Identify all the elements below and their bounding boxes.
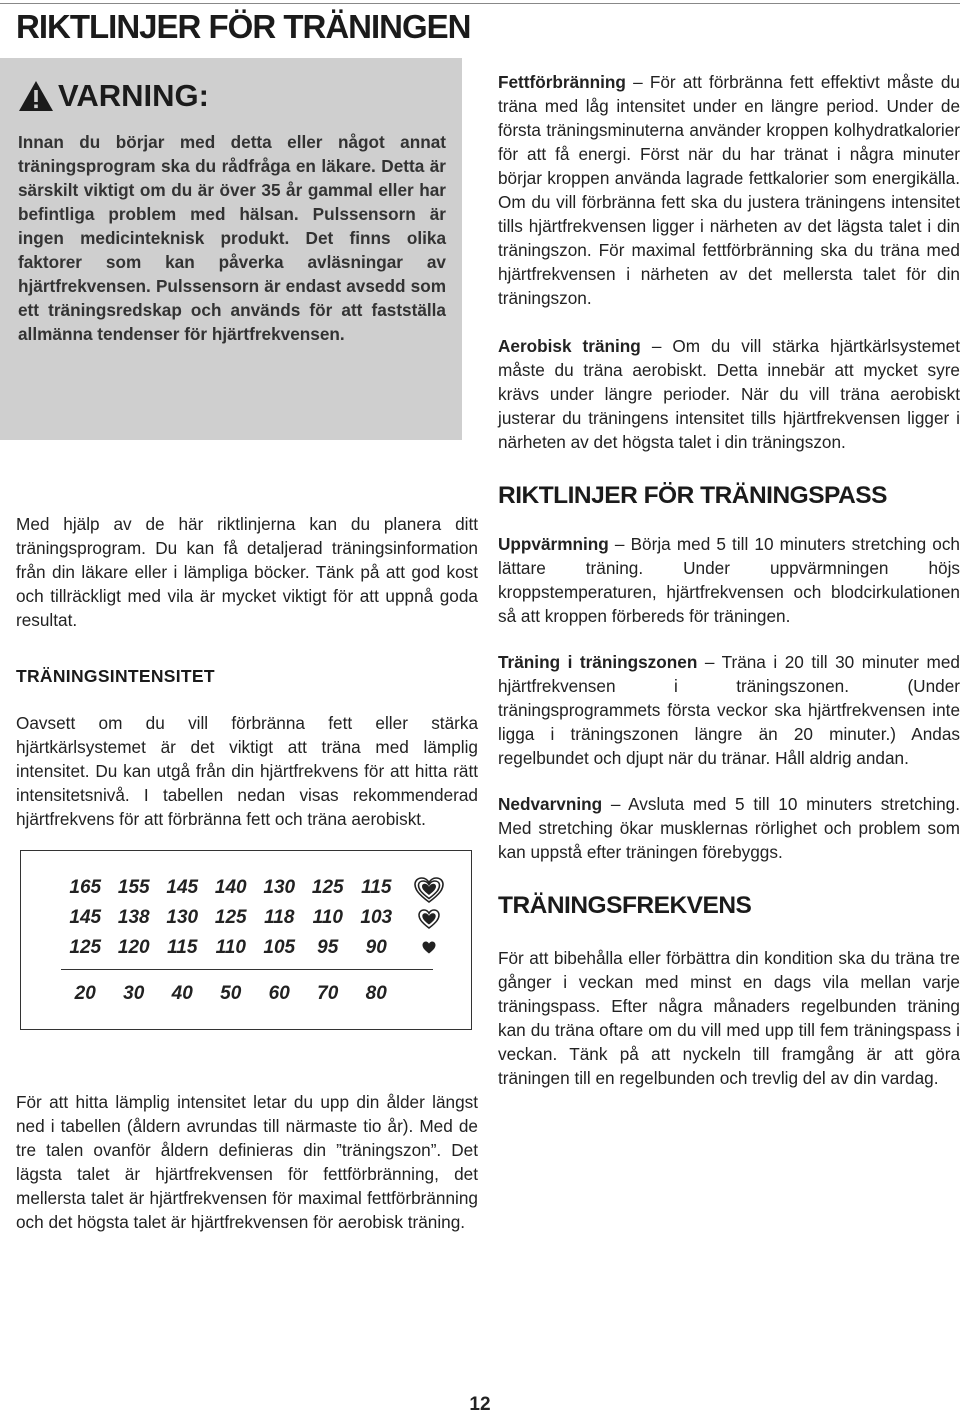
left-column: [16, 58, 478, 831]
heart-double-icon: [418, 909, 440, 929]
intensity-paragraph: Oavsett om du vill förbränna fett eller stärka hjärtkärlsystemet är det viktigt att träna med lämplig intensitet. Du kan utgå från din hjärtfrekvens för att hitta rätt intensitetsnivå. I tabellen nedan visas rekommenderad hjärtfrekvens för att förbränna fett och träna aerobiskt.: [16, 713, 478, 829]
hr-row-mid: [61, 907, 401, 929]
fat-burning-paragraph: [498, 70, 960, 310]
hr-value: 165: [69, 877, 102, 898]
zone-training-text: – Träna i 20 till 30 minuter med hjärtfrekvensen i träningszonen. (Under träningsprogrammets första veckor ska hjärtfrekvensen inte ligga i träningszonen längre än 20 minuter.) Andas regelbundet och djupt när du tränar. Håll aldrig andan.: [498, 652, 960, 768]
heart-single-icon: [422, 941, 436, 954]
hr-value: 105: [263, 937, 296, 958]
hr-value: 95: [317, 937, 339, 958]
cooldown-text: – Avsluta med 5 till 10 minuters stretching. Med stretching ökar musklernas rörlighet och problem som kan uppstå efter träningen förebyggs.: [498, 794, 960, 862]
top-rule: [0, 3, 960, 4]
hr-value: 130: [263, 877, 296, 898]
warning-header: [18, 78, 446, 114]
hr-value: 103: [360, 907, 393, 928]
hr-value: 140: [214, 877, 247, 898]
hr-value: 145: [69, 907, 102, 928]
warmup-text: – Börja med 5 till 10 minuters stretching och lättare träning. Under uppvärmningen höjs kroppstemperaturen, hjärtfrekvensen och blodcirkulationen så att kroppen förbereds för träningen.: [498, 534, 960, 626]
cooldown-paragraph: [498, 792, 960, 864]
table-divider: [61, 969, 433, 970]
hr-row-low: [61, 937, 401, 959]
intro-paragraph: Med hjälp av de här riktlinjerna kan du planera ditt träningsprogram. Du kan få detaljerad träningsinformation från din läkare eller i lämpliga böcker. Tänk på att god kost och tillräckligt med vila är mycket viktigt för att uppnå goda resultat.: [16, 514, 478, 630]
hr-value: 110: [215, 937, 246, 958]
heart-rate-table: [20, 850, 472, 1030]
aerobic-text: – Om du vill stärka hjärtkärlsystemet måste du träna aerobiskt. Detta innebär att mycket syre krävs under längre perioder. När du vill träna aerobiskt justerar du träningens intensitet tills hjärtfrekvensen ligger i närheten av det högsta talet i din träningszon.: [498, 336, 960, 452]
hr-value: 125: [69, 937, 102, 958]
hr-value: 115: [167, 937, 198, 958]
age-value: 70: [317, 983, 339, 1004]
hr-value: 90: [365, 937, 387, 958]
hr-value: 118: [264, 907, 295, 928]
age-value: 30: [123, 983, 145, 1004]
heart-triple-icon: [414, 877, 444, 903]
zone-training-lead: Träning i träningszonen: [498, 652, 698, 672]
zone-training-paragraph: [498, 650, 960, 770]
age-value: 80: [365, 983, 387, 1004]
hr-value: 145: [166, 877, 199, 898]
aerobic-paragraph: [498, 334, 960, 454]
age-value: 60: [268, 983, 290, 1004]
how-to-paragraph: För att hitta lämplig intensitet letar du upp din ålder längst ned i tabellen (åldern avrundas till närmaste tio år). Med de tre talen ovanför åldern definieras din ”träningszon”. Det lägsta talet är hjärtfrekvensen för fettförbränning, det mellersta talet är hjärtfrekvensen för maximal fettförbränning och det högsta talet är hjärtfrekvensen för aerobisk träning.: [16, 1092, 478, 1232]
left-column-bottom: [16, 1090, 478, 1234]
hr-value: 110: [312, 907, 343, 928]
hr-row-high: [61, 877, 401, 899]
warmup-paragraph: [498, 532, 960, 628]
fat-burning-lead: Fettförbränning: [498, 72, 626, 92]
session-heading: RIKTLINJER FÖR TRÄNINGSPASS: [498, 482, 887, 509]
age-value: 40: [171, 983, 193, 1004]
intensity-heading: TRÄNINGSINTENSITET: [16, 666, 215, 686]
warning-title: VARNING:: [58, 78, 209, 113]
hr-value: 125: [311, 877, 344, 898]
cooldown-lead: Nedvarvning: [498, 794, 603, 814]
hr-value: 138: [117, 907, 150, 928]
hr-value: 125: [214, 907, 247, 928]
fat-burning-text: – För att förbränna fett effektivt måste du träna med låg intensitet under en längre period. Under de första träningsminuterna använder kroppen kolhydratkalorier för att få energi. Först när du har tränat i några minuter börjar kroppen använda lagrade fettkalorier som energikälla. Om du vill förbränna fett ska du justera träningens intensitet tills hjärtfrekvensen ligger i närheten av det lägsta talet i din träningszon. För maximal fettförbränning ska du träna med hjärtfrekvensen i närheten av det mellersta talet för din träningszon.: [498, 72, 960, 308]
age-value: 20: [74, 983, 96, 1004]
warning-triangle-icon: [18, 80, 54, 112]
hr-value: 120: [117, 937, 150, 958]
hr-value: 155: [117, 877, 150, 898]
warning-text: Innan du börjar med detta eller något annat träningsprogram ska du rådfråga en läkare. Detta är särskilt viktigt om du är över 35 år gammal eller har befintliga problem med hälsan. Pulssensorn är ingen medicinteknisk produkt. Det finns olika faktorer som kan påverka avläsningar av hjärtfrekvensen. Pulssensorn är endast avsedd som ett träningsredskap och används för att fastställa allmänna tendenser för hjärtfrekvensen.: [18, 132, 446, 344]
age-row: [61, 983, 401, 1005]
warning-box: [0, 58, 462, 440]
aerobic-lead: Aerobisk träning: [498, 336, 641, 356]
hr-value: 130: [166, 907, 199, 928]
warmup-lead: Uppvärmning: [498, 534, 609, 554]
age-value: 50: [220, 983, 242, 1004]
page-title: RIKTLINJER FÖR TRÄNINGEN: [16, 8, 471, 45]
page-number: 12: [469, 1394, 491, 1415]
right-column: [498, 70, 960, 1090]
hr-value: 115: [361, 877, 392, 898]
frequency-heading: TRÄNINGSFREKVENS: [498, 892, 752, 919]
frequency-paragraph: För att bibehålla eller förbättra din kondition ska du träna tre gånger i veckan med minst en dags vila mellan varje träningspass. Efter några månaders regelbunden träning kan du träna oftare om du vill med upp till fem träningspass i veckan. Tänk på att nyckeln till framgång är att göra träningen till en regelbunden och trevlig del av din vardag.: [498, 948, 960, 1088]
